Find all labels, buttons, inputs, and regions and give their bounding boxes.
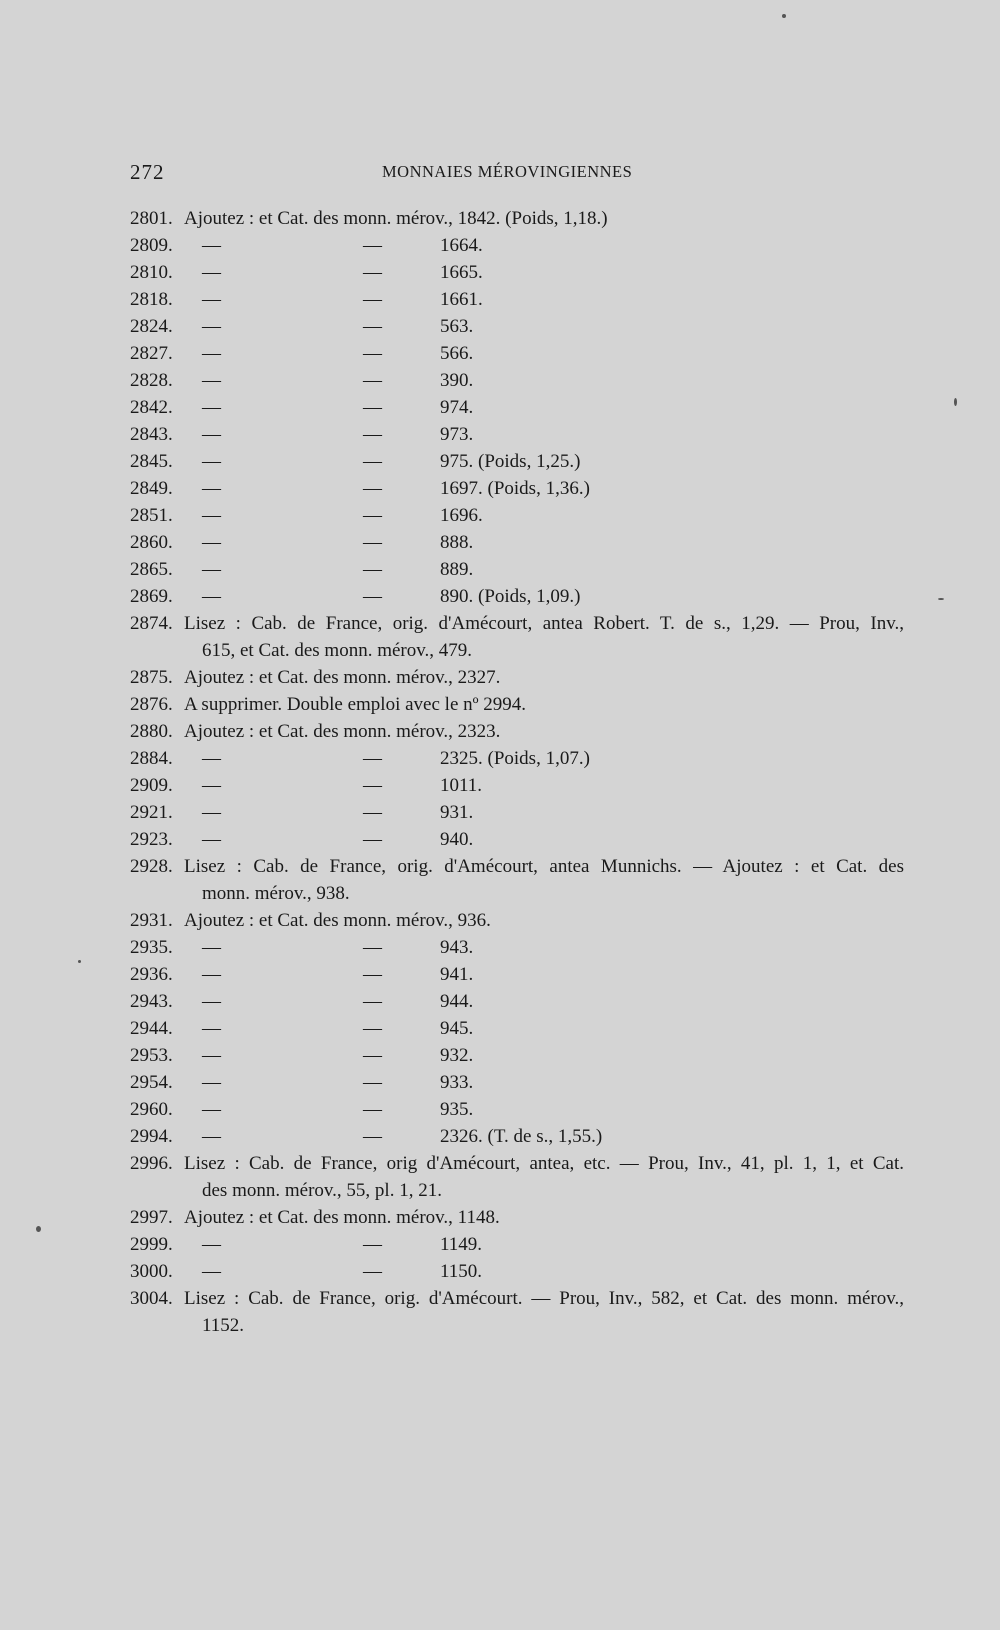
entry-number: 2935. bbox=[130, 937, 173, 958]
ditto-mark: — bbox=[363, 802, 382, 823]
list-item bbox=[130, 502, 905, 529]
entry-number: 2923. bbox=[130, 829, 173, 850]
list-item bbox=[130, 421, 905, 448]
entry-number: 2809. bbox=[130, 235, 173, 256]
ditto-mark: — bbox=[363, 991, 382, 1012]
entry-reference: 933. bbox=[440, 1072, 474, 1093]
ditto-mark: — bbox=[202, 451, 221, 472]
list-item bbox=[130, 1258, 905, 1285]
entry-text bbox=[184, 853, 904, 907]
entry-text bbox=[184, 1150, 904, 1204]
list-item bbox=[130, 1285, 905, 1339]
entry-number: 2928. bbox=[130, 856, 173, 877]
ditto-mark: — bbox=[202, 586, 221, 607]
ditto-mark: — bbox=[202, 235, 221, 256]
list-item bbox=[130, 1123, 905, 1150]
entry-number: 2849. bbox=[130, 478, 173, 499]
entry-number: 3000. bbox=[130, 1261, 173, 1282]
entry-text: Ajoutez : et Cat. des monn. mérov., 2323. bbox=[184, 721, 501, 742]
scan-speck bbox=[954, 398, 957, 406]
ditto-mark: — bbox=[202, 262, 221, 283]
ditto-mark: — bbox=[202, 397, 221, 418]
ditto-mark: — bbox=[363, 370, 382, 391]
entry-number: 2909. bbox=[130, 775, 173, 796]
entry-number: 2875. bbox=[130, 667, 173, 688]
ditto-mark: — bbox=[363, 1045, 382, 1066]
entry-text-continuation: 615, et Cat. des monn. mérov., 479. bbox=[202, 640, 473, 661]
entry-reference: 2325. (Poids, 1,07.) bbox=[440, 748, 590, 769]
entry-reference: 1011. bbox=[440, 775, 483, 796]
ditto-mark: — bbox=[363, 775, 382, 796]
entry-text-line: Lisez : Cab. de France, orig. d'Amécourt, antea Munnichs. — Ajoutez : et Cat. des bbox=[184, 856, 904, 877]
entry-reference: 974. bbox=[440, 397, 474, 418]
ditto-mark: — bbox=[202, 532, 221, 553]
list-item bbox=[130, 1204, 905, 1231]
ditto-mark: — bbox=[202, 775, 221, 796]
list-item bbox=[130, 664, 905, 691]
list-item bbox=[130, 934, 905, 961]
list-item bbox=[130, 1015, 905, 1042]
list-item bbox=[130, 691, 905, 718]
entry-text: Ajoutez : et Cat. des monn. mérov., 1842. (Poids, 1,18.) bbox=[184, 208, 608, 229]
ditto-mark: — bbox=[363, 451, 382, 472]
entry-text bbox=[184, 1285, 904, 1339]
list-item bbox=[130, 259, 905, 286]
ditto-mark: — bbox=[202, 1126, 221, 1147]
list-item bbox=[130, 826, 905, 853]
list-item bbox=[130, 394, 905, 421]
entry-reference: 1150. bbox=[440, 1261, 483, 1282]
ditto-mark: — bbox=[202, 289, 221, 310]
ditto-mark: — bbox=[363, 559, 382, 580]
ditto-mark: — bbox=[363, 478, 382, 499]
ditto-mark: — bbox=[363, 829, 382, 850]
ditto-mark: — bbox=[363, 937, 382, 958]
entry-text: Ajoutez : et Cat. des monn. mérov., 1148. bbox=[184, 1207, 500, 1228]
ditto-mark: — bbox=[363, 1261, 382, 1282]
entry-number: 2810. bbox=[130, 262, 173, 283]
list-item bbox=[130, 1096, 905, 1123]
ditto-mark: — bbox=[202, 316, 221, 337]
ditto-mark: — bbox=[202, 829, 221, 850]
list-item bbox=[130, 1231, 905, 1258]
ditto-mark: — bbox=[202, 1261, 221, 1282]
ditto-mark: — bbox=[202, 1018, 221, 1039]
entry-number: 2996. bbox=[130, 1153, 173, 1174]
ditto-mark: — bbox=[202, 559, 221, 580]
entry-text-line: Lisez : Cab. de France, orig d'Amécourt, antea, etc. — Prou, Inv., 41, pl. 1, 1, et Cat. bbox=[184, 1153, 904, 1174]
list-item bbox=[130, 583, 905, 610]
list-item bbox=[130, 1150, 905, 1204]
scan-speck bbox=[78, 960, 81, 963]
entry-number: 2865. bbox=[130, 559, 173, 580]
ditto-mark: — bbox=[363, 316, 382, 337]
ditto-mark: — bbox=[363, 586, 382, 607]
corrections-list bbox=[130, 205, 905, 1339]
entry-number: 2936. bbox=[130, 964, 173, 985]
entry-reference: 1697. (Poids, 1,36.) bbox=[440, 478, 590, 499]
entry-number: 2860. bbox=[130, 532, 173, 553]
ditto-mark: — bbox=[363, 1018, 382, 1039]
entry-reference: 563. bbox=[440, 316, 474, 337]
running-head bbox=[130, 160, 642, 186]
entry-number: 2994. bbox=[130, 1126, 173, 1147]
list-item bbox=[130, 1069, 905, 1096]
scan-speck bbox=[782, 14, 786, 18]
ditto-mark: — bbox=[202, 1072, 221, 1093]
entry-number: 2869. bbox=[130, 586, 173, 607]
entry-number: 2944. bbox=[130, 1018, 173, 1039]
entry-reference: 566. bbox=[440, 343, 474, 364]
entry-reference: 931. bbox=[440, 802, 474, 823]
list-item bbox=[130, 718, 905, 745]
entry-text-continuation: des monn. mérov., 55, pl. 1, 21. bbox=[202, 1180, 442, 1201]
list-item bbox=[130, 205, 905, 232]
entry-reference: 1696. bbox=[440, 505, 483, 526]
ditto-mark: — bbox=[202, 1234, 221, 1255]
ditto-mark: — bbox=[363, 1234, 382, 1255]
ditto-mark: — bbox=[202, 991, 221, 1012]
entry-number: 2997. bbox=[130, 1207, 173, 1228]
list-item bbox=[130, 529, 905, 556]
list-item bbox=[130, 1042, 905, 1069]
ditto-mark: — bbox=[363, 424, 382, 445]
entry-number: 2845. bbox=[130, 451, 173, 472]
ditto-mark: — bbox=[363, 964, 382, 985]
ditto-mark: — bbox=[202, 505, 221, 526]
ditto-mark: — bbox=[363, 262, 382, 283]
ditto-mark: — bbox=[202, 937, 221, 958]
ditto-mark: — bbox=[363, 235, 382, 256]
entry-number: 2876. bbox=[130, 694, 173, 715]
ditto-mark: — bbox=[363, 505, 382, 526]
entry-reference: 1661. bbox=[440, 289, 483, 310]
list-item bbox=[130, 745, 905, 772]
entry-number: 2931. bbox=[130, 910, 173, 931]
entry-number: 2843. bbox=[130, 424, 173, 445]
entry-reference: 1665. bbox=[440, 262, 483, 283]
scan-speck bbox=[938, 598, 944, 600]
list-item bbox=[130, 556, 905, 583]
entry-number: 2884. bbox=[130, 748, 173, 769]
entry-number: 2943. bbox=[130, 991, 173, 1012]
entry-reference: 973. bbox=[440, 424, 474, 445]
entry-number: 2874. bbox=[130, 613, 173, 634]
ditto-mark: — bbox=[363, 289, 382, 310]
entry-number: 2851. bbox=[130, 505, 173, 526]
entry-reference: 940. bbox=[440, 829, 474, 850]
ditto-mark: — bbox=[363, 343, 382, 364]
list-item bbox=[130, 799, 905, 826]
entry-number: 2921. bbox=[130, 802, 173, 823]
list-item bbox=[130, 367, 905, 394]
ditto-mark: — bbox=[202, 478, 221, 499]
list-item bbox=[130, 286, 905, 313]
entry-reference: 888. bbox=[440, 532, 474, 553]
entry-reference: 945. bbox=[440, 1018, 474, 1039]
entry-number: 2824. bbox=[130, 316, 173, 337]
entry-reference: 943. bbox=[440, 937, 474, 958]
page-title: MONNAIES MÉROVINGIENNES bbox=[382, 162, 633, 181]
list-item bbox=[130, 448, 905, 475]
ditto-mark: — bbox=[363, 1126, 382, 1147]
entry-text bbox=[184, 610, 904, 664]
entry-number: 2818. bbox=[130, 289, 173, 310]
ditto-mark: — bbox=[202, 1099, 221, 1120]
entry-reference: 890. (Poids, 1,09.) bbox=[440, 586, 581, 607]
entry-number: 2999. bbox=[130, 1234, 173, 1255]
entry-text: A supprimer. Double emploi avec le nº 2994. bbox=[184, 694, 527, 715]
entry-text-line: Lisez : Cab. de France, orig. d'Amécourt. — Prou, Inv., 582, et Cat. des monn. mérov., bbox=[184, 1288, 904, 1309]
entry-number: 2880. bbox=[130, 721, 173, 742]
ditto-mark: — bbox=[363, 532, 382, 553]
list-item bbox=[130, 907, 905, 934]
entry-number: 3004. bbox=[130, 1288, 173, 1309]
entry-reference: 1149. bbox=[440, 1234, 483, 1255]
entry-reference: 889. bbox=[440, 559, 474, 580]
entry-number: 2827. bbox=[130, 343, 173, 364]
entry-reference: 390. bbox=[440, 370, 474, 391]
list-item bbox=[130, 988, 905, 1015]
list-item bbox=[130, 475, 905, 502]
entry-number: 2842. bbox=[130, 397, 173, 418]
entry-number: 2828. bbox=[130, 370, 173, 391]
ditto-mark: — bbox=[363, 1099, 382, 1120]
entry-reference: 941. bbox=[440, 964, 474, 985]
ditto-mark: — bbox=[202, 802, 221, 823]
ditto-mark: — bbox=[202, 748, 221, 769]
list-item bbox=[130, 772, 905, 799]
ditto-mark: — bbox=[363, 397, 382, 418]
entry-number: 2960. bbox=[130, 1099, 173, 1120]
list-item bbox=[130, 961, 905, 988]
entry-number: 2801. bbox=[130, 208, 173, 229]
entry-text: Ajoutez : et Cat. des monn. mérov., 936. bbox=[184, 910, 491, 931]
ditto-mark: — bbox=[202, 370, 221, 391]
ditto-mark: — bbox=[202, 424, 221, 445]
entry-number: 2953. bbox=[130, 1045, 173, 1066]
entry-number: 2954. bbox=[130, 1072, 173, 1093]
list-item bbox=[130, 853, 905, 907]
list-item bbox=[130, 610, 905, 664]
entry-text-continuation: 1152. bbox=[202, 1315, 245, 1336]
ditto-mark: — bbox=[363, 748, 382, 769]
scan-speck bbox=[36, 1226, 41, 1232]
entry-reference: 2326. (T. de s., 1,55.) bbox=[440, 1126, 603, 1147]
entry-text-continuation: monn. mérov., 938. bbox=[202, 883, 350, 904]
list-item bbox=[130, 313, 905, 340]
entry-reference: 975. (Poids, 1,25.) bbox=[440, 451, 581, 472]
ditto-mark: — bbox=[202, 1045, 221, 1066]
ditto-mark: — bbox=[363, 1072, 382, 1093]
list-item bbox=[130, 232, 905, 259]
entry-reference: 944. bbox=[440, 991, 474, 1012]
page-number: 272 bbox=[130, 160, 165, 184]
entry-text: Ajoutez : et Cat. des monn. mérov., 2327. bbox=[184, 667, 501, 688]
entry-reference: 932. bbox=[440, 1045, 474, 1066]
entry-reference: 935. bbox=[440, 1099, 474, 1120]
entry-reference: 1664. bbox=[440, 235, 483, 256]
ditto-mark: — bbox=[202, 964, 221, 985]
entry-text-line: Lisez : Cab. de France, orig. d'Amécourt, antea Robert. T. de s., 1,29. — Prou, Inv., bbox=[184, 613, 904, 634]
ditto-mark: — bbox=[202, 343, 221, 364]
list-item bbox=[130, 340, 905, 367]
